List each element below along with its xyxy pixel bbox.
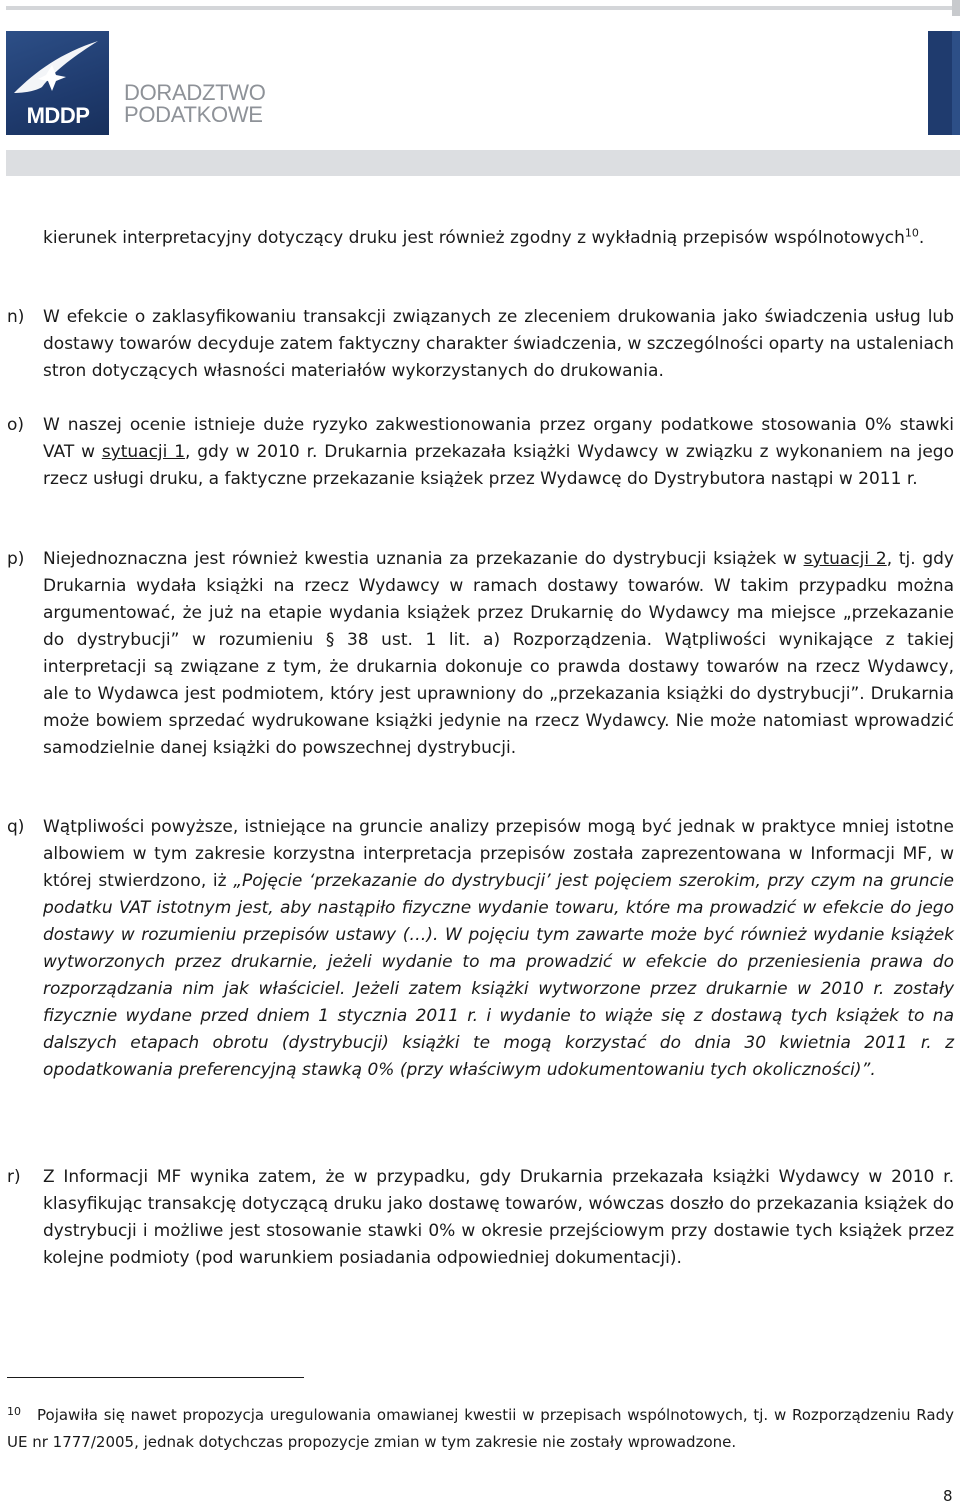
brand-line-1: DORADZTWO <box>124 80 266 105</box>
page-header <box>0 0 960 176</box>
intro-text: kierunek interpretacyjny dotyczący druku jest również zgodny z wykładnią przepisów wspólnotowych <box>43 228 905 248</box>
footnote-text: Pojawiła się nawet propozycja uregulowania omawianej kwestii w przepisach wspólnotowych, tj. w Rozporządzeniu Rady UE nr 1777/2005, jednak dotychczas propozycje zmian w tym zakresie nie zostały wprowadzone. <box>7 1406 954 1451</box>
item-marker-q: q) <box>7 817 25 837</box>
situation-1-link[interactable]: sytuacji 1 <box>101 442 186 462</box>
logo-wordmark: MDDP <box>26 103 90 128</box>
intro-end: . <box>918 228 925 248</box>
item-p-text-1: Niejednoznaczna jest również kwestia uznania za przekazanie do dystrybucji książek w <box>43 549 804 569</box>
item-q-quote: „Pojęcie ‘przekazanie do dystrybucji’ jest pojęciem szerokim, przy czym na gruncie podatku VAT istotnym jest, aby nastąpiło fizyczne wydanie towaru, które ma prowadzić w efekcie do jego dostawy w rozumieniu przepisów ustawy (…). W pojęciu tym zawarte może być również wydanie książek wytworzonych przez drukarnie, jeżeli wydanie to ma prowadzić w efekcie do przeniesienia prawa do rozporządzania nim jak właściciel. Jeżeli zatem książki wytworzone przez drukarnie w 2010 r. zostały fizycznie wydane przed dniem 1 stycznia 2011 r. i wydanie to wiąże się z dostawą tych książek to na dalszych etapach obrotu (dystrybucji) książki te mogą korzystać do dnia 30 kwietnia 2011 r. z opodatkowania preferencyjną stawką 0% (przy właściwym udokumentowaniu tych okoliczności)”. <box>43 871 955 1080</box>
situation-2-link[interactable]: sytuacji 2 <box>803 549 887 569</box>
intro-paragraph <box>43 225 954 252</box>
brand-line-2: PODATKOWE <box>124 102 263 127</box>
item-n-paragraph: W efekcie o zaklasyfikowaniu transakcji związanych ze zleceniem drukowania jako świadczenia usług lub dostawy towarów decyduje zatem faktyczny charakter świadczenia, w szczególności oparty na ustaleniach stron dotyczących własności materiałów wykorzystanych do drukowania. <box>43 307 954 381</box>
item-r-paragraph: Z Informacji MF wynika zatem, że w przypadku, gdy Drukarnia przekazała książki Wydawcy w 2010 r. klasyfikując transakcję dotyczącą druku jako dostawę towarów, wówczas doszło do przekazania książek do dystrybucji i możliwe jest stosowanie stawki 0% w okresie przejściowym przy dostawie tych książek przez kolejne podmioty (pod warunkiem posiadania odpowiedniej dokumentacji). <box>43 1167 954 1268</box>
footnote-number: 10 <box>7 1405 21 1418</box>
item-p-text-2: , tj. gdy Drukarnia wydała książki na rzecz Wydawcy w ramach dostawy towarów. W takim przypadku można argumentować, że już na etapie wydania książek przez Drukarnię do Wydawcy ma miejsce „przekazanie do dystrybucji” w rozumieniu § 38 ust. 1 lit. a) Rozporządzenia. Wątpliwości wynikające z takiej interpretacji są związane z tym, że drukarnia dokonuje co prawda dostawy towarów na rzecz Wydawcy, ale to Wydawca jest podmiotem, który jest uprawniony do „przekazania książki do dystrybucji”. Drukarnia może bowiem sprzedać wydrukowane książki jedynie na rzecz Wydawcy. Nie może natomiast wprowadzić samodzielnie danej książki do powszechnej dystrybucji. <box>43 549 954 758</box>
item-p-paragraph <box>43 546 954 762</box>
mddp-logo <box>6 31 109 135</box>
footnote-reference[interactable]: 10 <box>904 226 919 240</box>
header-top-line <box>6 6 952 10</box>
item-marker-r: r) <box>7 1167 21 1187</box>
item-q-paragraph <box>43 814 954 1084</box>
header-right-bar-edge <box>952 31 960 135</box>
header-right-bar <box>928 31 952 135</box>
header-top-corner <box>952 0 960 16</box>
item-o-paragraph <box>43 412 954 493</box>
item-q-text: Wątpliwości powyższe, istniejące na gruncie analizy przepisów mogą być jednak w praktyce mniej istotne albowiem w tym zakresie korzystna interpretacja przepisów została zaprezentowana w Informacji MF, w której stwierdzono, iż <box>43 817 954 891</box>
item-marker-o: o) <box>7 415 25 435</box>
header-bottom-band <box>6 150 960 176</box>
page-number: 8 <box>943 1487 953 1505</box>
item-o-text-1: W naszej ocenie istnieje duże ryzyko zakwestionowania przez organy podatkowe stosowania 0% stawki VAT w <box>43 415 954 462</box>
item-o-text-2: , gdy w 2010 r. Drukarnia przekazała książki Wydawcy w związku z wykonaniem na jego rzecz usługi druku, a faktyczne przekazanie książek przez Wydawcę do Dystrybutora nastąpi w 2011 r. <box>43 442 954 489</box>
item-marker-p: p) <box>7 549 25 569</box>
footnote-separator <box>7 1377 304 1378</box>
item-marker-n: n) <box>7 307 25 327</box>
